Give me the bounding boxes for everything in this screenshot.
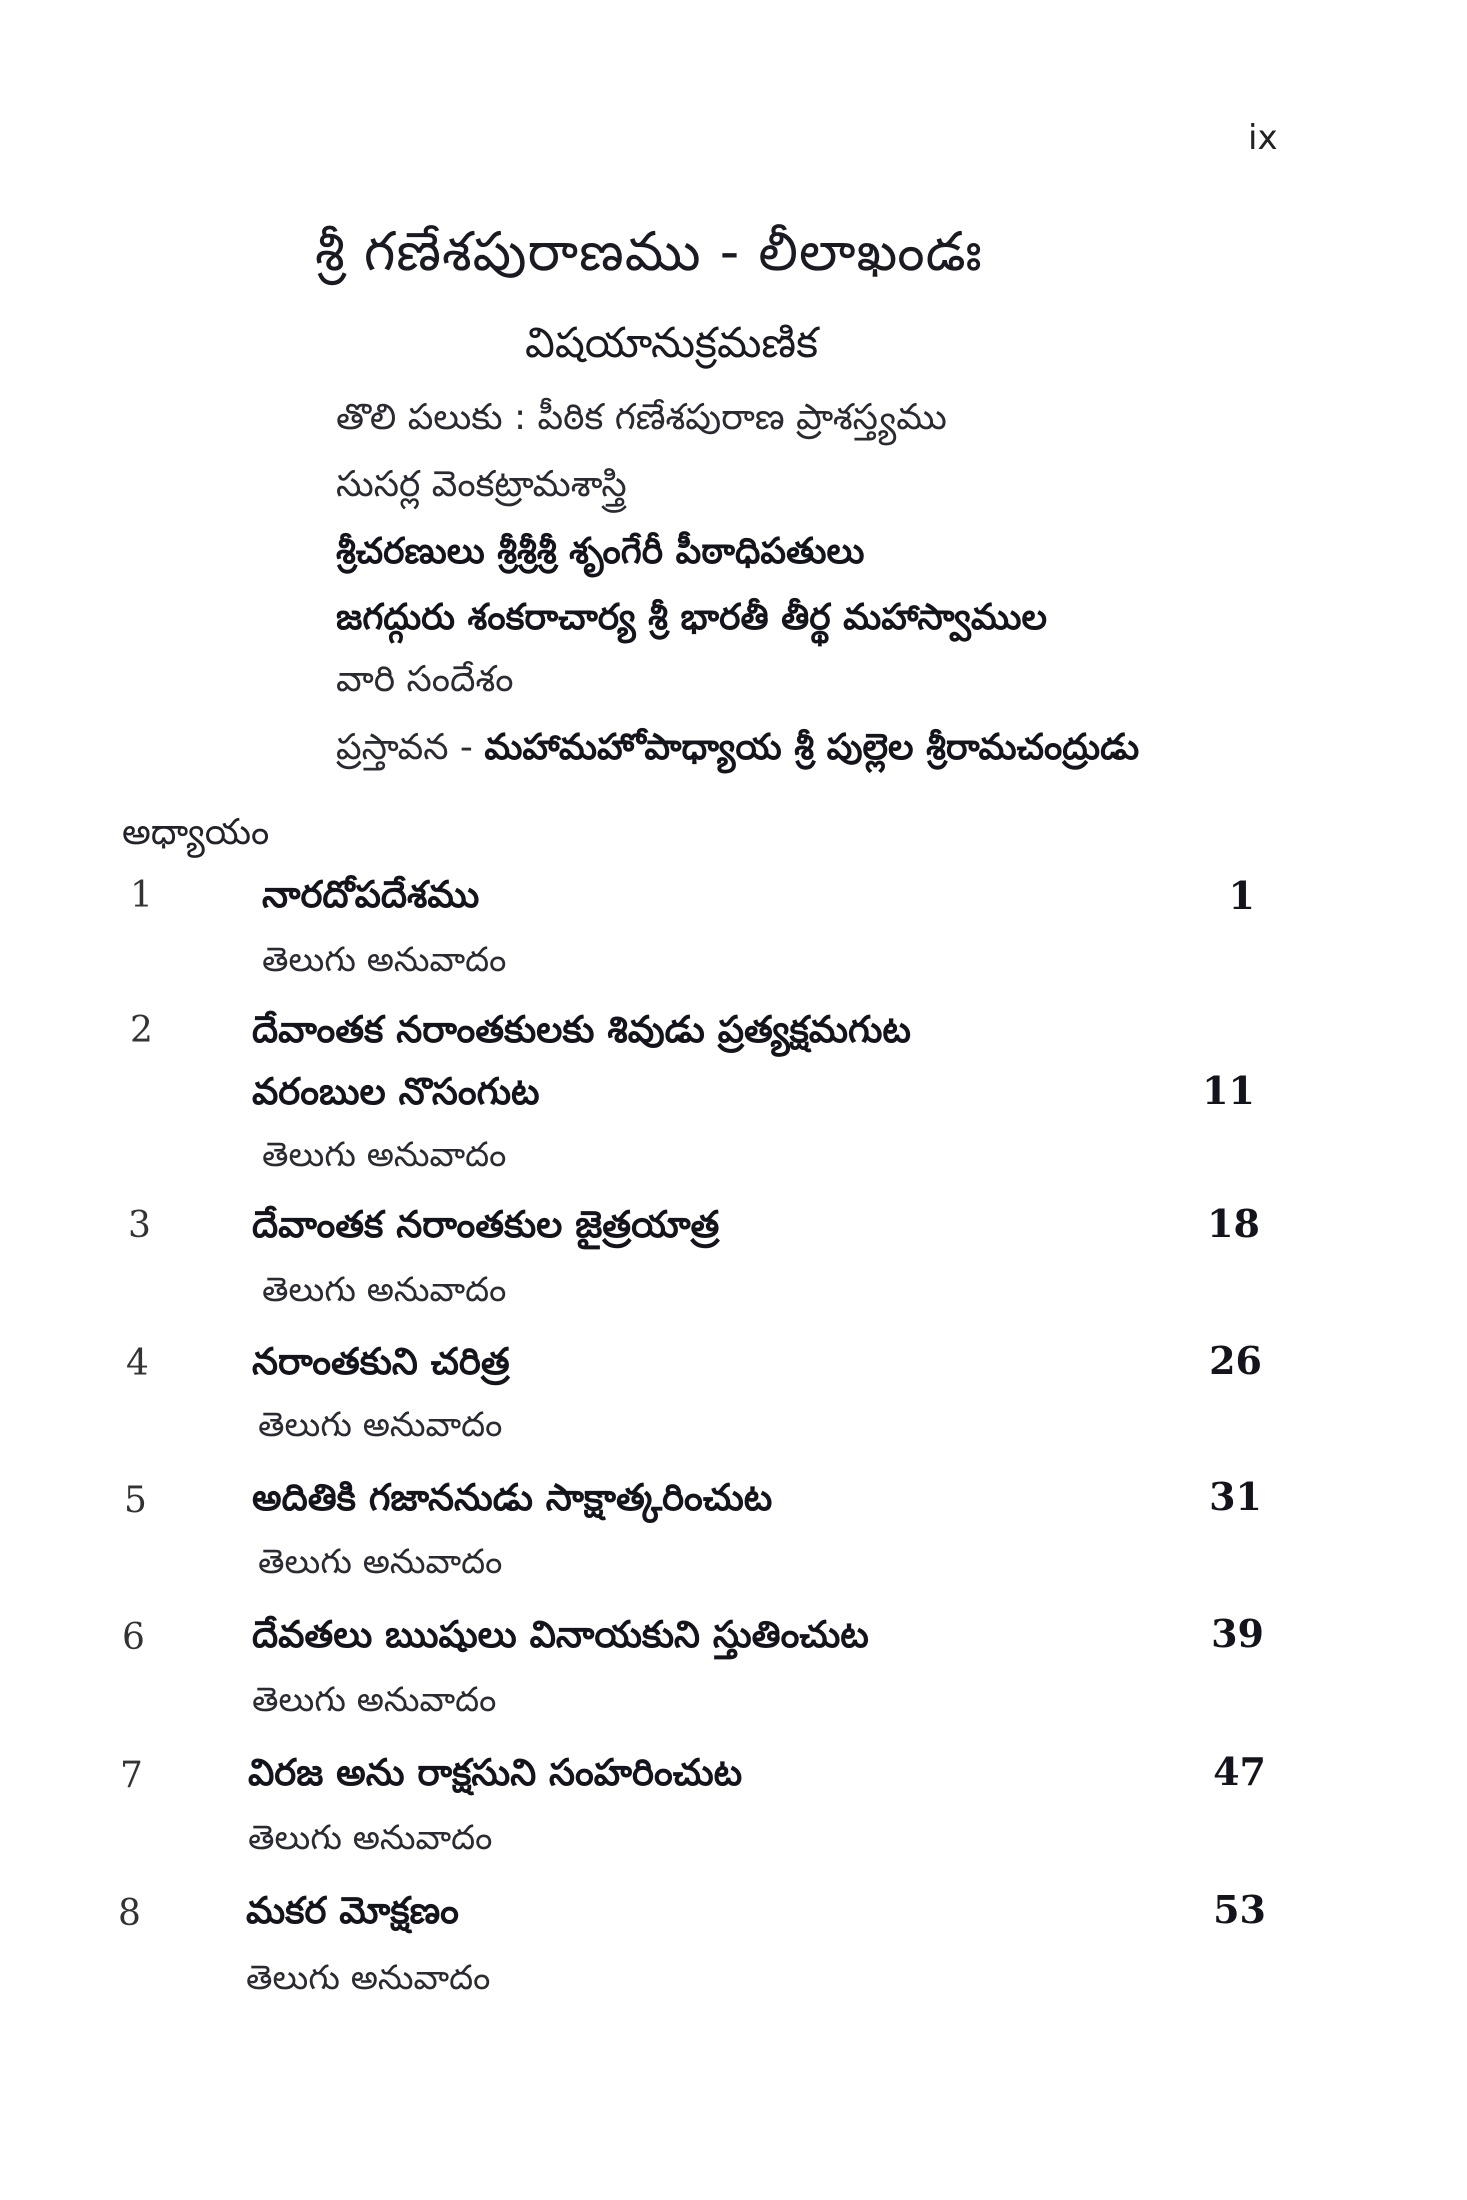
chapter-number: 1	[130, 875, 153, 916]
chapter-subtitle: తెలుగు అనువాదం	[246, 1958, 491, 1998]
chapter-number: 8	[118, 1893, 141, 1934]
chapter-page: 53	[1213, 1887, 1266, 1932]
front-matter-line: వారి సందేశం	[336, 659, 514, 700]
front-matter-line: జగద్గురు శంకరాచార్య శ్రీ భారతీ తీర్థ మహాస్వాముల	[336, 597, 1047, 638]
chapter-number: 5	[124, 1480, 147, 1521]
chapter-title: విరజ అను రాక్షసుని సంహరించుట	[248, 1751, 743, 1794]
chapter-number: 2	[130, 1010, 153, 1051]
front-matter-line: సుసర్ల వెంకట్రామశాస్త్రి	[336, 464, 627, 505]
chapter-page: 26	[1209, 1338, 1262, 1383]
chapter-page: 1	[1228, 873, 1255, 918]
chapter-page: 47	[1213, 1749, 1266, 1794]
chapter-title: దేవాంతక నరాంతకులకు శివుడు ప్రత్యక్షమగుట	[252, 1008, 911, 1051]
chapter-page: 31	[1209, 1474, 1262, 1519]
chapter-subtitle: తెలుగు అనువాదం	[262, 1270, 507, 1310]
chapter-subtitle: తెలుగు అనువాదం	[258, 1542, 503, 1582]
chapter-title: అదితికి గజాననుడు సాక్షాత్కరించుట	[252, 1476, 773, 1519]
chapter-page: 11	[1202, 1068, 1255, 1113]
page-number: ix	[1248, 118, 1278, 158]
chapter-page: 39	[1211, 1611, 1264, 1656]
chapter-subtitle: తెలుగు అనువాదం	[248, 1818, 493, 1858]
chapter-title: దేవతలు ఋషులు వినాయకుని స్తుతించుట	[252, 1613, 869, 1656]
chapter-subtitle: తెలుగు అనువాదం	[262, 1135, 507, 1175]
chapter-title-continued: వరంబుల నొసంగుట	[252, 1070, 540, 1113]
chapter-title: నరాంతకుని చరిత్ర	[252, 1340, 510, 1383]
front-matter-prefix: ప్రస్తావన -	[336, 727, 485, 768]
front-matter-bold: మహామహోపాధ్యాయ శ్రీ పుల్లెల శ్రీరామచంద్రుడు	[484, 727, 1140, 768]
front-matter-line: తొలి పలుకు : పీఠిక గణేశపురాణ ప్రాశస్త్యము	[336, 397, 947, 438]
chapter-subtitle: తెలుగు అనువాదం	[258, 1405, 503, 1445]
chapter-title: దేవాంతక నరాంతకుల జైత్రయాత్ర	[252, 1203, 720, 1246]
chapter-number: 6	[122, 1617, 145, 1658]
chapter-subtitle: తెలుగు అనువాదం	[262, 940, 507, 980]
chapter-title: నారదోపదేశము	[262, 873, 480, 916]
chapter-number: 3	[128, 1205, 151, 1246]
book-title: శ్రీ గణేశపురాణము - లీలాఖండః	[315, 220, 983, 283]
contents-heading: విషయానుక్రమణిక	[525, 318, 818, 367]
chapter-number: 4	[126, 1343, 149, 1384]
chapter-column-heading: అధ్యాయం	[122, 812, 270, 853]
front-matter-line: శ్రీచరణులు శ్రీశ్రీశ్రీ శృంగేరీ పీఠాధిపతులు	[336, 531, 865, 572]
chapter-subtitle: తెలుగు అనువాదం	[252, 1680, 497, 1720]
chapter-page: 18	[1207, 1201, 1260, 1246]
chapter-title: మకర మోక్షణం	[246, 1889, 459, 1932]
chapter-number: 7	[120, 1755, 143, 1796]
